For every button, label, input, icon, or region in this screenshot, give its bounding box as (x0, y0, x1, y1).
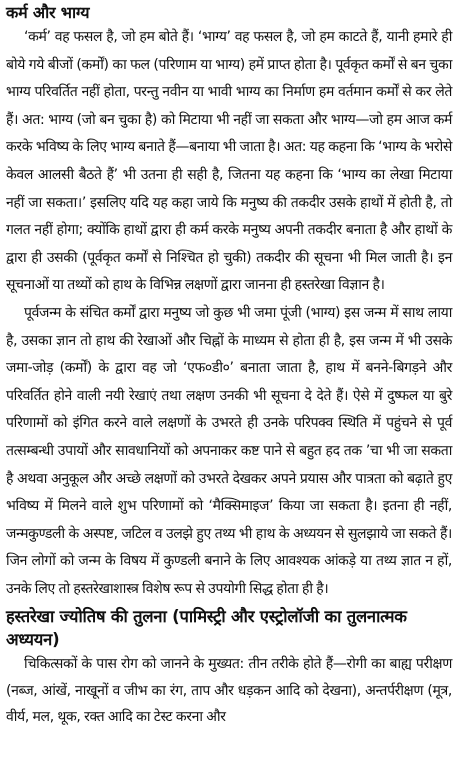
section-heading-comparison: हस्तरेखा ज्योतिष की तुलना (पामिस्ट्री और एस्ट्रोलॉजी का तुलनात्मक अध्ययन) (6, 607, 407, 650)
paragraph-comparison-1: चिकित्सकों के पास रोग को जानने के मुख्यत: तीन तरीके होते हैं—रोगी का बाह्य परीक्षण (नब्ज, आंखें, नाखूनों व जीभ का रंग, ताप और धड़कन आदि को देखना), अन्तर्परीक्षण (मूत्र, वीर्य, मल, थूक, रक्त आदि का टेस्ट करना और (6, 656, 452, 726)
paragraph-karma-bhagya-1: ‘कर्म’ वह फसल है, जो हम बोते हैं। ‘भाग्य’ वह फसल है, जो हम काटते हैं, यानी हमारे ही बोये गये बीजों (कर्मों) का फल (परिणाम या भाग्य) हमें प्राप्त होता है। पूर्वकृत कर्मों से बन चुका भाग्य परिवर्तित नहीं होता, परन्तु नवीन या भावी भाग्य का निर्माण हम वर्तमान कर्मों से कर लेते हैं। अत: भाग्य (जो बन चुका है) को मिटाया भी नहीं जा सकता और भाग्य—जो हम आज कर्म करके भविष्य के लिए भाग्य बनाते हैं—बनाया भी जाता है। अत: यह कहना कि ‘भाग्य के भरोसे केवल आलसी बैठते हैं’ भी उतना ही सही है, जितना यह कहना कि ‘भाग्य का लेखा मिटाया नहीं जा सकता।’ इसलिए यदि यह कहा जाये कि मनुष्य की तकदीर उसके हाथों में होती है, तो गलत नहीं होगा; क्योंकि हाथों द्वारा ही कर्म करके मनुष्य अपनी तकदीर बनाता है और हाथों के द्वारा ही उसकी (पूर्वकृत कर्मों से निश्चित हो चुकी) तकदीर की सूचना भी मिल जाती है। इन सूचनाओं या तथ्यों को हाथ के विभिन्न लक्षणों द्वारा जानना ही हस्तरेखा विज्ञान है। (6, 29, 452, 294)
paragraph-karma-bhagya-2: पूर्वजन्म के संचित कर्मों द्वारा मनुष्य जो कुछ भी जमा पूंजी (भाग्य) इस जन्म में साथ लाया है, उसका ज्ञान तो हाथ की रेखाओं और चिह्नों के माध्यम से होता ही है, इस जन्म में भी उसके जमा-जोड़ (कर्मों) के द्वारा वह जो ‘एफ०डी०’ बनाता जाता है, हाथ में बनने-बिगड़ने और परिवर्तित होने वाली नयी रेखाएं तथा लक्षण उनकी भी सूचना दे देते हैं। ऐसे में दुष्फल या बुरे परिणामों को इंगित करने वाले लक्षणों के उभरते ही उनके परिपक्व स्थिति में पहुंचने से पूर्व तत्सम्बन्धी उपायों और सावधानियों को अपनाकर कष्ट पाने से बहुत हद तक ’चा भी जा सकता है अथवा अनुकूल और अच्छे लक्षणों को उभरते देखकर अपने प्रयास और पात्रता को बढ़ाते हुए भविष्य में मिलने वाले शुभ परिणामों को ‘मैक्सिमाइज’ किया जा सकता है। इतना ही नहीं, जन्मकुण्डली के अस्पष्ट, जटिल व उलझे हुए तथ्य भी हाथ के अध्ययन से सुलझाये जा सकते हैं। जिन लोगों को जन्म के विषय में कुण्डली बनाने के लिए आवश्यक आंकड़े या तथ्य ज्ञात न हों, उनके लिए तो हस्तरेखाशास्त्र विशेष रूप से उपयोगी सिद्ध होता ही है। (6, 304, 452, 597)
section-heading-karma-bhagya: कर्म और भाग्य (6, 3, 90, 22)
